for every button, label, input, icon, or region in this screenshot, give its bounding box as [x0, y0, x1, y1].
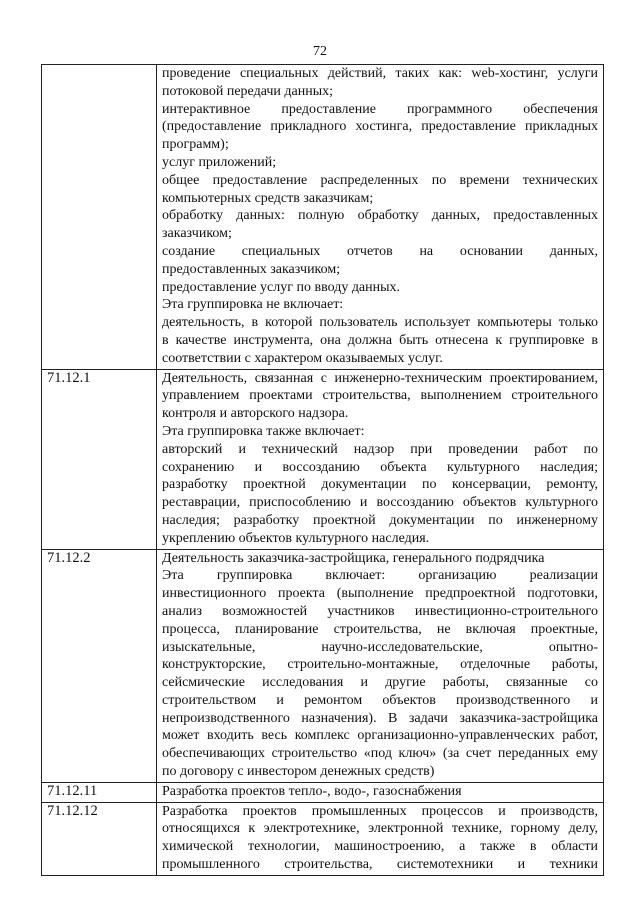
description-line: компьютерных средств заказчикам;	[162, 190, 374, 206]
description-line: промышленного строительства, системотехники и техники	[162, 857, 598, 873]
description-line: процесса, планирование строительства, не включая проектные,	[162, 621, 598, 637]
description-line: относящихся к электротехнике, электронной технике, горному делу,	[162, 821, 598, 837]
description-line: по договору с инвестором денежных средств)	[162, 764, 435, 780]
description-cell	[157, 369, 604, 549]
description-line: деятельность, в которой пользователь использует компьютеры только	[162, 315, 598, 331]
table-row	[42, 65, 604, 370]
description-line: программ);	[162, 137, 229, 153]
description-line: в качестве инструмента, она должна быть отнесена к группировке в	[162, 332, 598, 348]
description-line: проведение специальных действий, таких как: web-хостинг, услуги	[162, 66, 598, 81]
description-line: интерактивное предоставление программного обеспечения	[162, 101, 598, 117]
description-line: Эта группировка включает: организацию реализации	[162, 568, 598, 584]
code-cell: 71.12.12	[42, 802, 157, 875]
table-row	[42, 369, 604, 549]
table-row	[42, 549, 604, 782]
description-line: Эта группировка не включает:	[162, 297, 344, 313]
description-line: реставрации, приспособлению и воссозданию объектов культурного	[162, 495, 598, 511]
table-row	[42, 802, 604, 875]
description-line: Разработка проектов промышленных процессов и производств,	[162, 803, 598, 819]
description-line: Эта группировка также включает:	[162, 423, 365, 439]
description-cell	[157, 802, 604, 875]
description-line: конструкторские, строительно-монтажные, отделочные работы,	[162, 657, 598, 673]
description-line: изыскательные, научно-исследовательские, опытно-	[162, 639, 598, 655]
description-line: сохранению и воссозданию объекта культурного наследия;	[162, 459, 598, 475]
description-line: строительством и ремонтом объектов производственного и	[162, 692, 598, 708]
table-row	[42, 782, 604, 802]
description-line: общее предоставление распределенных по времени технических	[162, 172, 598, 188]
description-line: Деятельность заказчика-застройщика, генерального подрядчика	[162, 550, 545, 566]
description-line: обработку данных: полную обработку данных, предоставленных	[162, 208, 598, 224]
description-line: инвестиционного проекта (выполнение предпроектной подготовки,	[162, 586, 598, 602]
code-cell: 71.12.11	[42, 782, 157, 802]
description-line: наследия; разработку проектной документации по инженерному	[162, 512, 598, 528]
description-cell	[157, 782, 604, 802]
description-line: непроизводственного назначения). В задачи заказчика-застройщика	[162, 710, 598, 726]
description-line: соответствии с характером оказываемых услуг.	[162, 350, 443, 366]
description-line: обеспечивающих строительство «под ключ» (за счет переданных ему	[162, 746, 598, 762]
description-line: создание специальных отчетов на основании данных,	[162, 243, 598, 259]
description-line: услуг приложений;	[162, 154, 277, 170]
code-cell	[42, 65, 157, 370]
description-line: потоковой передачи данных;	[162, 83, 334, 99]
page-number: 72	[313, 44, 327, 59]
description-line: (предоставление прикладного хостинга, предоставление прикладных	[162, 119, 598, 135]
description-line: авторский и технический надзор при проведении работ по	[162, 441, 598, 457]
description-line: заказчиком;	[162, 226, 232, 242]
description-cell	[157, 65, 604, 370]
description-cell	[157, 549, 604, 782]
description-line: управлением проектами строительства, выполнением строительного	[162, 388, 598, 404]
description-line: химической технологии, машиностроению, а также в области	[162, 839, 598, 855]
description-line: Деятельность, связанная с инженерно-техническим проектированием,	[162, 370, 598, 386]
description-line: укреплению объектов культурного наследия.	[162, 530, 430, 546]
code-cell: 71.12.1	[42, 369, 157, 549]
description-line: разработку проектной документации по консервации, ремонту,	[162, 477, 598, 493]
description-line: Разработка проектов тепло-, водо-, газоснабжения	[162, 783, 462, 799]
description-line: контроля и авторского надзора.	[162, 406, 349, 422]
description-line: сейсмические исследования и другие работы, связанные со	[162, 675, 598, 691]
description-line: предоставленных заказчиком;	[162, 261, 341, 277]
description-line: анализ возможностей участников инвестиционно-строительного	[162, 603, 598, 619]
description-line: может входить весь комплекс организационно-управленческих работ,	[162, 728, 598, 744]
code-cell: 71.12.2	[42, 549, 157, 782]
classification-table	[41, 64, 604, 876]
description-line: предоставление услуг по вводу данных.	[162, 279, 401, 295]
